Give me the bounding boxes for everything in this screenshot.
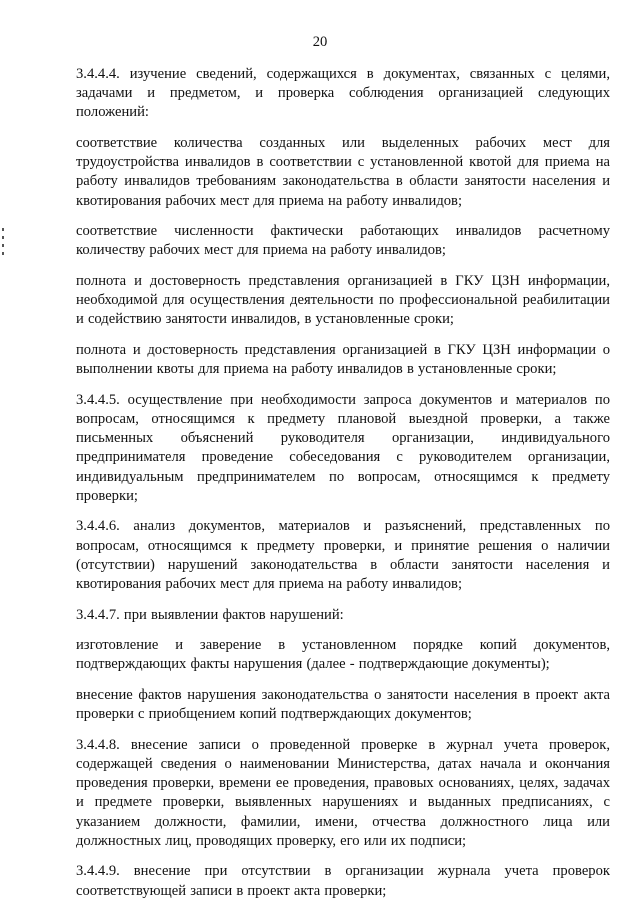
- paragraph-info-quota: полнота и достоверность представления организацией в ГКУ ЦЗН информации о выполнении квоты для приема на работу инвалидов в установленные сроки;: [76, 342, 610, 378]
- paragraph-3-4-4-8: 3.4.4.8. внесение записи о проведенной проверке в журнал учета проверок, содержащей сведения о наименовании Министерства, датах начала и окончания проведения проверки, времени ее проведения, правовых основаниях, целях, задачах и предмете проверки, выявленных нарушениях и выданных предписаниях, с указанием должности, фамилии, имени, отчества должностного лица или должностных лиц, проводящих проверку, его или их подписи;: [76, 736, 610, 849]
- paragraph-3-4-4-5: 3.4.4.5. осуществление при необходимости запроса документов и материалов по вопросам, относящимся к предмету плановой выездной проверки, а также письменных объяснений руководителя организации, индивидуального предпринимателя проведение собеседования с руководителем организации, индивидуальным предпринимателем по вопросам, относящимся к предмету проверки;: [76, 391, 610, 504]
- scan-edge-marks: [2, 228, 5, 264]
- paragraph-copies: изготовление и заверение в установленном порядке копий документов, подтверждающих факты нарушения (далее - подтверждающие документы);: [76, 637, 610, 673]
- paragraph-violations-act: внесение фактов нарушения законодательства о занятости населения в проект акта проверки с приобщением копий подтверждающих документов;: [76, 687, 610, 723]
- paragraph-3-4-4-7: 3.4.4.7. при выявлении фактов нарушений:: [76, 606, 344, 623]
- paragraph-headcount-compliance: соответствие численности фактически работающих инвалидов расчетному количеству рабочих мест для приема на работу инвалидов;: [76, 223, 610, 259]
- edge-mark: [2, 252, 4, 255]
- edge-mark: [2, 236, 4, 239]
- edge-mark: [2, 228, 4, 231]
- paragraph-3-4-4-9: 3.4.4.9. внесение при отсутствии в организации журнала учета проверок соответствующей записи в проект акта проверки;: [76, 863, 610, 899]
- paragraph-3-4-4-6: 3.4.4.6. анализ документов, материалов и разъяснений, представленных по вопросам, относящимся к предмету проверки, и принятие решения о наличии (отсутствии) нарушений законодательства в области занятости населения и квотирования рабочих мест для приема на работу инвалидов;: [76, 518, 610, 593]
- edge-mark: [2, 244, 4, 247]
- paragraph-quota-compliance: соответствие количества созданных или выделенных рабочих мест для трудоустройства инвалидов в соответствии с установленной квотой для приема на работу инвалидов требованиям законодательства в области занятости населения и квотирования рабочих мест для приема на работу инвалидов;: [76, 135, 610, 209]
- paragraph-info-rehabilitation: полнота и достоверность представления организацией в ГКУ ЦЗН информации, необходимой для осуществления деятельности по профессиональной реабилитации и содействию занятости инвалидов, в установленные сроки;: [76, 273, 610, 328]
- document-body: [76, 65, 610, 912]
- page-number: 20: [312, 34, 328, 50]
- paragraph-3-4-4-4: 3.4.4.4. изучение сведений, содержащихся в документах, связанных с целями, задачами и предметом, и проверка соблюдения организацией следующих положений:: [76, 66, 610, 121]
